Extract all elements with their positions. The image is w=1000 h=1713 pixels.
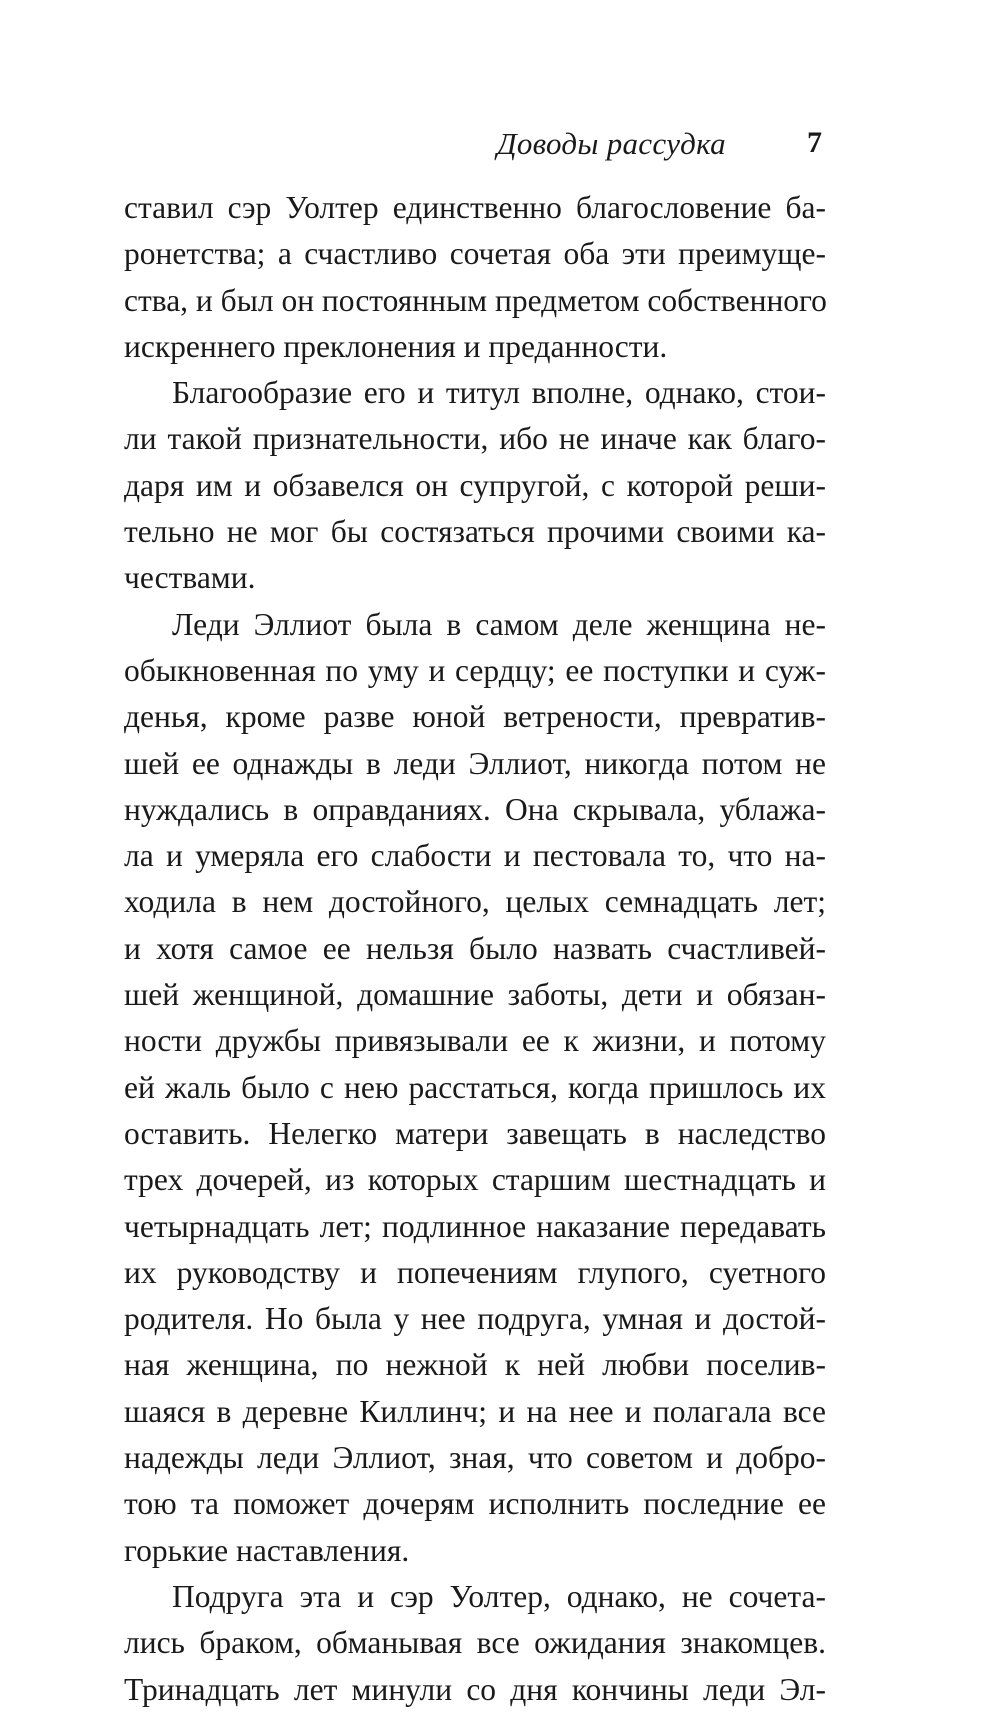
text-line: ла и умеряла его слабости и пестовала то, что на- (124, 838, 826, 874)
text-line: ходила в нем достойного, целых семнадцать лет; (124, 884, 826, 920)
text-line: Подруга эта и сэр Уолтер, однако, не сочета- (172, 1578, 826, 1614)
page-number: 7 (807, 126, 822, 159)
text-line: ли такой признательности, ибо не иначе как благо- (124, 421, 826, 457)
text-line: обыкновенная по уму и сердцу; ее поступки и суж- (124, 652, 826, 688)
text-line: и хотя самое ее нельзя было назвать счастливей- (124, 930, 826, 966)
text-line: Благообразие его и титул вполне, однако, стои- (172, 375, 826, 411)
text-line: ная женщина, по нежной к ней любви поселив- (124, 1347, 826, 1383)
text-line: даря им и обзавелся он супругой, с которой реши- (124, 467, 826, 503)
text-line: ей жаль было с нею расстаться, когда пришлось их (124, 1069, 826, 1105)
text-line: чествами. (124, 560, 256, 596)
running-head (124, 126, 826, 166)
text-line: их руководству и попечениям глупого, суетного (124, 1254, 826, 1290)
text-line: Леди Эллиот была в самом деле женщина не- (172, 606, 826, 642)
text-line: ставил сэр Уолтер единственно благословение ба- (124, 190, 826, 225)
text-line: ности дружбы привязывали ее к жизни, и потому (124, 1023, 826, 1059)
text-line: денья, кроме разве юной ветрености, превратив- (124, 699, 826, 735)
text-line: оставить. Нелегко матери завещать в наследство (124, 1115, 826, 1151)
body-text (124, 185, 826, 1713)
text-line: нуждались в оправданиях. Она скрывала, ублажа- (124, 791, 826, 827)
text-line: тою та поможет дочерям исполнить последние ее (124, 1486, 826, 1522)
text-line: родителя. Но была у нее подруга, умная и достой- (124, 1301, 826, 1337)
running-title: Доводы рассудка (496, 126, 726, 161)
text-line: трех дочерей, из которых старшим шестнадцать и (124, 1162, 826, 1198)
text-line: надежды леди Эллиот, зная, что советом и добро- (124, 1440, 826, 1476)
text-line: шей женщиной, домашние заботы, дети и обязан- (124, 977, 826, 1013)
text-line: лись браком, обманывая все ожидания знакомцев. (124, 1625, 826, 1661)
text-line: ронетства; а счастливо сочетая оба эти преимуще- (124, 236, 826, 272)
text-line: ства, и был он постоянным предметом собственного (124, 282, 827, 318)
text-line: шаяся в деревне Киллинч; и на нее и полагала все (124, 1393, 826, 1429)
text-line: шей ее однажды в леди Эллиот, никогда потом не (124, 745, 826, 781)
text-line: искреннего преклонения и преданности. (124, 328, 668, 364)
text-line: четырнадцать лет; подлинное наказание передавать (124, 1208, 826, 1244)
text-line: тельно не мог бы состязаться прочими своими ка- (124, 514, 826, 550)
text-line: Тринадцать лет минули со дня кончины леди Эл- (124, 1671, 826, 1707)
text-line: горькие наставления. (124, 1532, 410, 1568)
